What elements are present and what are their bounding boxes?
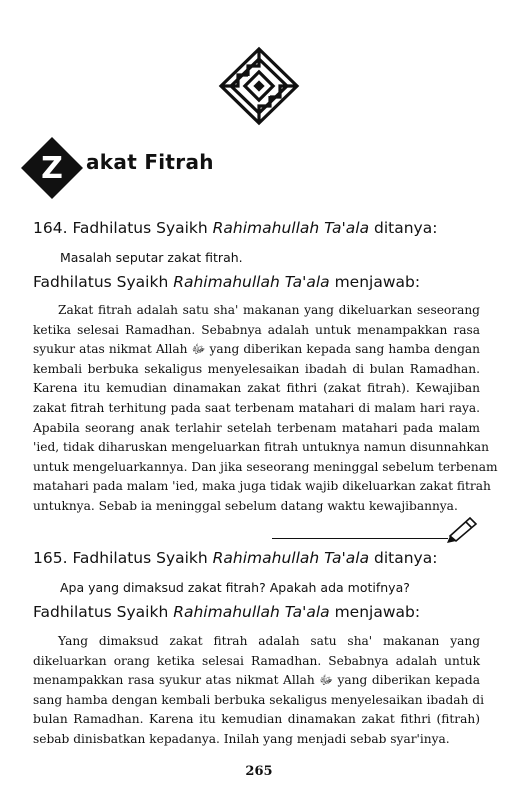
answer-164-line: 'ied, tidak diharuskan mengeluarkan fitrah untuknya namun disunnahkan (33, 440, 490, 455)
answer-164-suffix: menjawab: (329, 273, 421, 291)
question-164-prefix: 164. Fadhilatus Syaikh (33, 219, 213, 237)
ornament-icon (218, 46, 300, 126)
answer-164-line: matahari pada malam 'ied, maka juga tidak wajib dikeluarkan zakat fitrah (33, 479, 491, 494)
answer-165-line: bulan Ramadhan. Karena itu kemudian dinamakan zakat fithri (fitrah) (33, 712, 480, 727)
answer-164-line: Karena itu kemudian dinamakan zakat fithri (zakat fitrah). Kewajiban (33, 381, 480, 396)
answer-164-line: Apabila seorang anak terlahir setelah terbenam matahari pada malam (33, 420, 480, 435)
chapter-initial-letter: Z (41, 151, 63, 186)
answer-165-line: dikeluarkan orang ketika selesai Ramadhan. Sebabnya adalah untuk (33, 653, 480, 668)
answer-164-italic: Rahimahullah Ta'ala (173, 273, 330, 291)
answer-165-prefix: Fadhilatus Syaikh (33, 603, 174, 621)
chapter-title: akat Fitrah (86, 150, 214, 174)
question-165-heading (33, 549, 437, 567)
question-164-heading (33, 219, 437, 237)
answer-165-line: sebab dinisbatkan kepadanya. Inilah yang menjadi sebab syar'inya. (33, 731, 450, 746)
answer-164-prefix: Fadhilatus Syaikh (33, 273, 174, 291)
answer-164-line: zakat fitrah terhitung pada saat terbenam matahari di malam hari raya. (33, 400, 480, 415)
question-165-suffix: ditanya: (369, 549, 438, 567)
answer-165-italic: Rahimahullah Ta'ala (173, 603, 330, 621)
chapter-heading (20, 136, 280, 200)
answer-165-suffix: menjawab: (329, 603, 421, 621)
answer-164-paragraph (33, 301, 498, 517)
answer-164-line: ketika selesai Ramadhan. Sebabnya adalah untuk menampakkan rasa (33, 322, 480, 337)
answer-164-line: untuknya. Sebab ia meninggal sebelum datang waktu kewajibannya. (33, 498, 458, 513)
answer-165-line: Yang dimaksud zakat fitrah adalah satu sha' makanan yang (58, 634, 480, 648)
question-164-italic: Rahimahullah Ta'ala (212, 219, 370, 237)
question-164-text: Masalah seputar zakat fitrah. (60, 250, 243, 265)
page-number: 265 (245, 764, 273, 779)
question-165-prefix: 165. Fadhilatus Syaikh (33, 549, 213, 567)
answer-164-line: Zakat fitrah adalah satu sha' makanan yang dikeluarkan seseorang (58, 303, 480, 317)
question-165-text: Apa yang dimaksud zakat fitrah? Apakah ada motifnya? (60, 580, 410, 595)
chapter-initial-badge (20, 136, 84, 200)
answer-164-line: kembali berbuka sekaligus menyelesaikan ibadah di bulan Ramadhan. (33, 361, 480, 376)
question-165-italic: Rahimahullah Ta'ala (212, 549, 370, 567)
answer-165-line: sang hamba dengan kembali berbuka sekaligus menyelesaikan ibadah di (33, 692, 484, 707)
answer-164-line: syukur atas nikmat Allah ﷻ yang diberikan kepada sang hamba dengan (33, 342, 480, 357)
answer-164-heading (33, 273, 420, 291)
pen-icon (444, 514, 480, 544)
section-divider (272, 538, 448, 539)
answer-165-paragraph (33, 632, 484, 750)
answer-165-heading (33, 603, 420, 621)
question-164-suffix: ditanya: (369, 219, 438, 237)
answer-165-line: menampakkan rasa syukur atas nikmat Allah ﷻ yang diberikan kepada (33, 673, 480, 688)
answer-164-line: untuk mengeluarkannya. Dan jika seseorang meninggal sebelum terbenam (33, 459, 498, 474)
